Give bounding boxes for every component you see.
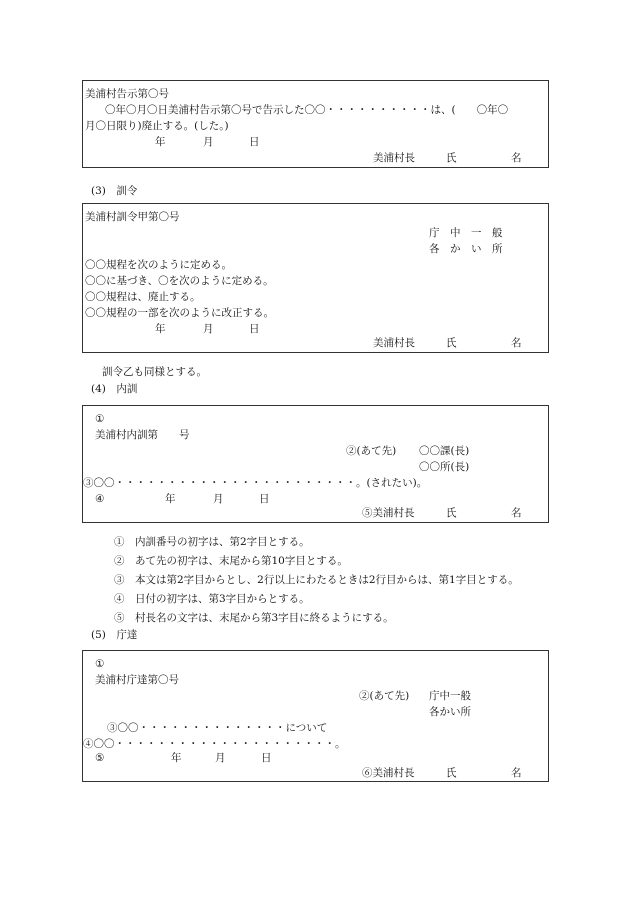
mayor-mei: 名: [511, 152, 522, 164]
marker-1: ①: [95, 658, 105, 670]
date-day: 日: [249, 323, 260, 335]
instruction-line4: 〇〇規程の一部を次のように改正する。: [85, 307, 274, 319]
notice-title: 美浦村告示第〇号: [85, 88, 169, 100]
notice-body-line1: 〇年〇月〇日美浦村告示第〇号で告示した〇〇・・・・・・・・・・は、( 〇年〇: [105, 104, 509, 116]
date-month: 月: [213, 493, 224, 505]
destination-label: ②(あて先): [346, 445, 397, 457]
date-year: 年: [171, 752, 182, 764]
instruction-line1: 〇〇規程を次のように定める。: [85, 259, 232, 271]
destination-line2: 各かい所: [429, 706, 471, 718]
date-day: 日: [259, 493, 270, 505]
note-5: ⑤ 村長名の文字は、末尾から第3字目に終るようにする。: [114, 612, 394, 624]
mayor-mei: 名: [511, 507, 522, 519]
internal-instruction-box: [82, 405, 549, 523]
date-month: 月: [203, 136, 214, 148]
date-month: 月: [215, 752, 226, 764]
mayor-title: 美浦村長: [373, 337, 415, 349]
office-notice-body: ④〇〇・・・・・・・・・・・・・・・・・・・・・。: [83, 738, 346, 750]
destination-line2: 各 か い 所: [429, 243, 503, 255]
destination-line1: 庁 中 一 般: [429, 227, 503, 239]
mayor-shi: 氏: [446, 507, 457, 519]
destination-label: ②(あて先): [359, 690, 410, 702]
note-1: ① 内訓番号の初字は、第2字目とする。: [114, 536, 310, 548]
mayor-mei: 名: [511, 337, 522, 349]
date-day: 日: [249, 136, 260, 148]
note-4: ④ 日付の初字は、第3字目からとする。: [114, 593, 310, 605]
date-marker: ④: [95, 493, 105, 505]
internal-instruction-title: 美浦村内訓第 号: [95, 429, 190, 441]
destination-line1: 庁中一般: [429, 690, 471, 702]
notice-box: [82, 80, 549, 168]
kunrei-note: 訓令乙も同様とする。: [102, 366, 207, 378]
date-month: 月: [203, 323, 214, 335]
office-notice-subject: ③〇〇・・・・・・・・・・・・・・について: [107, 722, 328, 734]
instruction-line3: 〇〇規程は、廃止する。: [85, 291, 201, 303]
mayor-title: ⑥美浦村長: [362, 767, 415, 779]
mayor-title: 美浦村長: [373, 152, 415, 164]
mayor-shi: 氏: [446, 767, 457, 779]
instruction-line2: 〇〇に基づき、〇を次のように定める。: [85, 275, 274, 287]
destination-line2: 〇〇所(長): [419, 461, 470, 473]
date-year: 年: [155, 323, 166, 335]
section-heading-chotatsu: (5) 庁達: [91, 629, 138, 641]
destination-line1: 〇〇課(長): [419, 445, 470, 457]
internal-instruction-body: ③〇〇・・・・・・・・・・・・・・・・・・・・・・・。(されたい)。: [83, 477, 428, 489]
date-year: 年: [155, 136, 166, 148]
office-notice-box: [82, 650, 549, 782]
notice-body-line2: 月〇日限り)廃止する。(した。): [85, 120, 229, 132]
note-2: ② あて先の初字は、末尾から第10字目とする。: [114, 555, 348, 567]
instruction-box: [82, 203, 549, 353]
date-year: 年: [165, 493, 176, 505]
instruction-title: 美浦村訓令甲第〇号: [85, 211, 180, 223]
mayor-title: ⑤美浦村長: [362, 507, 415, 519]
section-heading-kunrei: (3) 訓令: [91, 185, 138, 197]
marker-1: ①: [95, 413, 105, 425]
mayor-shi: 氏: [446, 337, 457, 349]
date-marker: ⑤: [95, 752, 105, 764]
date-day: 日: [261, 752, 272, 764]
office-notice-title: 美浦村庁達第〇号: [95, 674, 179, 686]
note-3: ③ 本文は第2字目からとし、2行以上にわたるときは2行目からは、第1字目とする。: [114, 574, 519, 586]
section-heading-naikun: (4) 内訓: [91, 383, 138, 395]
mayor-mei: 名: [511, 767, 522, 779]
mayor-shi: 氏: [446, 152, 457, 164]
